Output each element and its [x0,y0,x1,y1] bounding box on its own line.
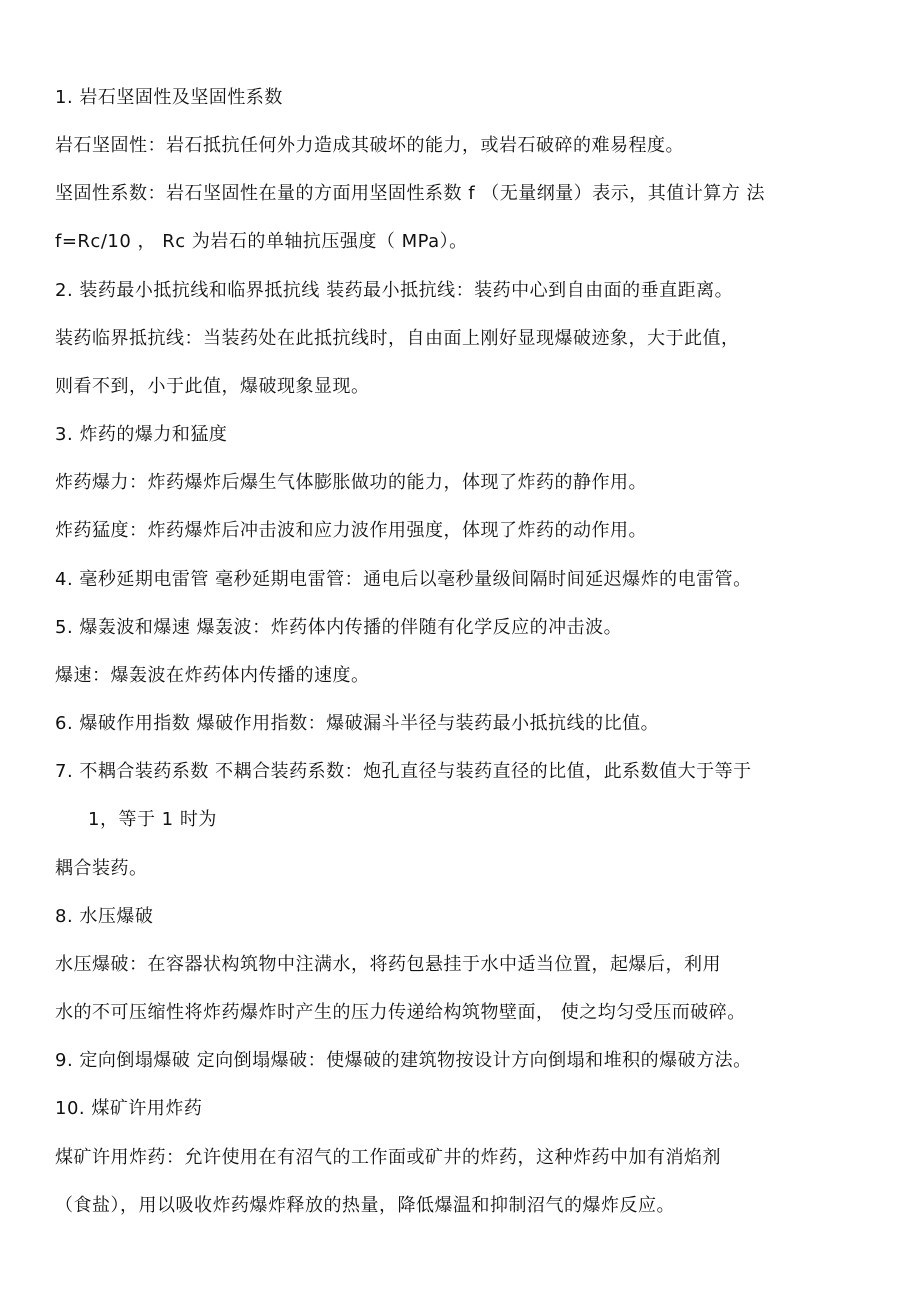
paragraph-line: 煤矿许用炸药：允许使用在有沼气的工作面或矿井的炸药，这种炸药中加有消焰剂 [55,1147,721,1168]
heading-3: 3. 炸药的爆力和猛度 [55,424,228,445]
heading-6: 6. 爆破作用指数 爆破作用指数：爆破漏斗半径与装药最小抵抗线的比值。 [55,713,660,734]
heading-8: 8. 水压爆破 [55,906,154,927]
paragraph-line: 炸药猛度：炸药爆炸后冲击波和应力波作用强度，体现了炸药的动作用。 [55,520,647,541]
paragraph-line: f=Rc/10 ， Rc 为岩石的单轴抗压强度（ MPa）。 [55,231,468,252]
paragraph-line: 耦合装药。 [55,858,148,879]
paragraph-line: （食盐），用以吸收炸药爆炸释放的热量，降低爆温和抑制沼气的爆炸反应。 [55,1195,675,1216]
heading-4: 4. 毫秒延期电雷管 毫秒延期电雷管：通电后以毫秒量级间隔时间延迟爆炸的电雷管。 [55,569,752,590]
heading-5: 5. 爆轰波和爆速 爆轰波：炸药体内传播的伴随有化学反应的冲击波。 [55,617,623,638]
heading-2: 2. 装药最小抵抗线和临界抵抗线 装药最小抵抗线：装药中心到自由面的垂直距离。 [55,280,734,301]
paragraph-line: 1，等于 1 时为 [88,809,217,830]
heading-10: 10. 煤矿许用炸药 [55,1098,203,1119]
heading-7: 7. 不耦合装药系数 不耦合装药系数：炮孔直径与装药直径的比值，此系数值大于等于 [55,761,752,782]
paragraph-line: 坚固性系数：岩石坚固性在量的方面用坚固性系数 f （无量纲量）表示，其值计算方 法 [55,183,765,204]
paragraph-line: 水压爆破：在容器状构筑物中注满水，将药包悬挂于水中适当位置，起爆后，利用 [55,954,721,975]
heading-9: 9. 定向倒塌爆破 定向倒塌爆破：使爆破的建筑物按设计方向倒塌和堆积的爆破方法。 [55,1050,752,1071]
paragraph-line: 岩石坚固性：岩石抵抗任何外力造成其破坏的能力，或岩石破碎的难易程度。 [55,135,684,156]
paragraph-line: 则看不到，小于此值，爆破现象显现。 [55,376,370,397]
heading-1: 1. 岩石坚固性及坚固性系数 [55,87,283,108]
paragraph-line: 炸药爆力：炸药爆炸后爆生气体膨胀做功的能力，体现了炸药的静作用。 [55,472,647,493]
paragraph-line: 装药临界抵抗线：当装药处在此抵抗线时，自由面上刚好显现爆破迹象，大于此值， [55,328,740,349]
paragraph-line: 水的不可压缩性将炸药爆炸时产生的压力传递给构筑物壁面， 使之均匀受压而破碎。 [55,1002,746,1023]
paragraph-line: 爆速：爆轰波在炸药体内传播的速度。 [55,665,370,686]
